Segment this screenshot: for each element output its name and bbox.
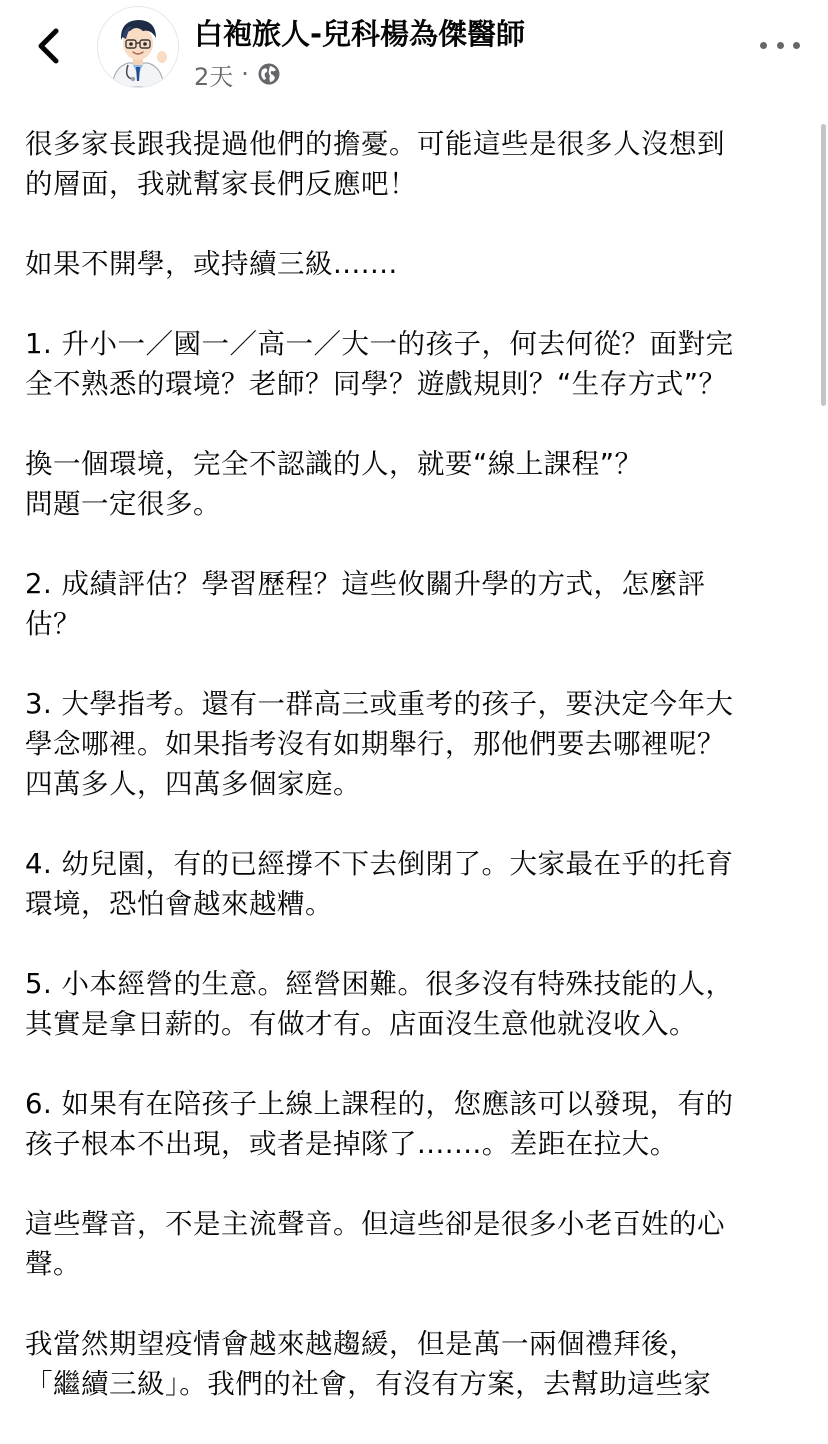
post-line: 4. 幼兒園，有的已經撐不下去倒閉了。大家最在乎的托育 (25, 848, 734, 880)
post-paragraph (25, 684, 805, 804)
post-line: 換一個環境，完全不認識的人，就要“線上課程”？ (25, 448, 643, 480)
post-line: 我當然期望疫情會越來越趨緩，但是萬一兩個禮拜後， (25, 1328, 697, 1360)
post-line: 四萬多人，四萬多個家庭。 (25, 768, 361, 800)
post-line: 很多家長跟我提過他們的擔憂。可能這些是很多人沒想到 (25, 128, 725, 160)
post-line: 的層面，我就幫家長們反應吧！ (25, 168, 417, 200)
post-paragraph (25, 564, 805, 644)
post-paragraph (25, 1084, 805, 1164)
avatar[interactable] (97, 6, 179, 88)
meta-separator: · (241, 60, 249, 88)
post-line: 其實是拿日薪的。有做才有。店面沒生意他就沒收入。 (25, 1008, 697, 1040)
post-line: 1. 升小一／國一／高一／大一的孩子，何去何從？面對完 (25, 328, 734, 360)
post-line: 5. 小本經營的生意。經營困難。很多沒有特殊技能的人， (25, 968, 734, 1000)
more-dot (793, 42, 800, 49)
post-paragraph (25, 124, 805, 204)
page-name[interactable]: 白袍旅人-兒科楊為傑醫師 (194, 17, 526, 51)
post-paragraph (25, 964, 805, 1044)
post-line: 3. 大學指考。還有一群高三或重考的孩子，要決定今年大 (25, 688, 734, 720)
more-dot (777, 42, 784, 49)
post-line: 全不熟悉的環境？老師？同學？遊戲規則？“生存方式”？ (25, 368, 727, 400)
post-line: 學念哪裡。如果指考沒有如期舉行，那他們要去哪裡呢？ (25, 728, 725, 760)
more-dot (760, 42, 767, 49)
post-line: 問題一定很多。 (25, 488, 221, 520)
post-line: 2. 成績評估？學習歷程？這些攸關升學的方式，怎麼評 (25, 568, 706, 600)
doctor-avatar-illustration (98, 7, 178, 87)
more-options-button[interactable] (760, 30, 800, 60)
chevron-left-icon (35, 27, 61, 65)
back-button[interactable] (28, 24, 68, 68)
post-header (0, 0, 828, 96)
post-line: 如果不開學，或持續三級....... (25, 248, 398, 280)
globe-icon (257, 62, 281, 86)
post-line: 估？ (25, 608, 81, 640)
post-body (25, 124, 805, 1444)
post-meta (194, 56, 281, 92)
post-paragraph (25, 844, 805, 924)
post-line: 「繼續三級」。我們的社會，有沒有方案，去幫助這些家 (25, 1368, 712, 1400)
post-paragraph (25, 244, 805, 284)
post-line: 聲。 (25, 1248, 81, 1280)
scrollbar-thumb[interactable] (821, 124, 826, 406)
post-paragraph (25, 444, 805, 524)
post-time[interactable]: 2天 (194, 62, 234, 91)
post-paragraph (25, 1324, 805, 1404)
post-line: 6. 如果有在陪孩子上線上課程的，您應該可以發現，有的 (25, 1088, 734, 1120)
post-line: 這些聲音，不是主流聲音。但這些卻是很多小老百姓的心 (25, 1208, 725, 1240)
post-line: 環境，恐怕會越來越糟。 (25, 888, 333, 920)
post-line: 孩子根本不出現，或者是掉隊了.......。差距在拉大。 (25, 1128, 678, 1160)
post-paragraph (25, 1204, 805, 1284)
post-paragraph (25, 324, 805, 404)
